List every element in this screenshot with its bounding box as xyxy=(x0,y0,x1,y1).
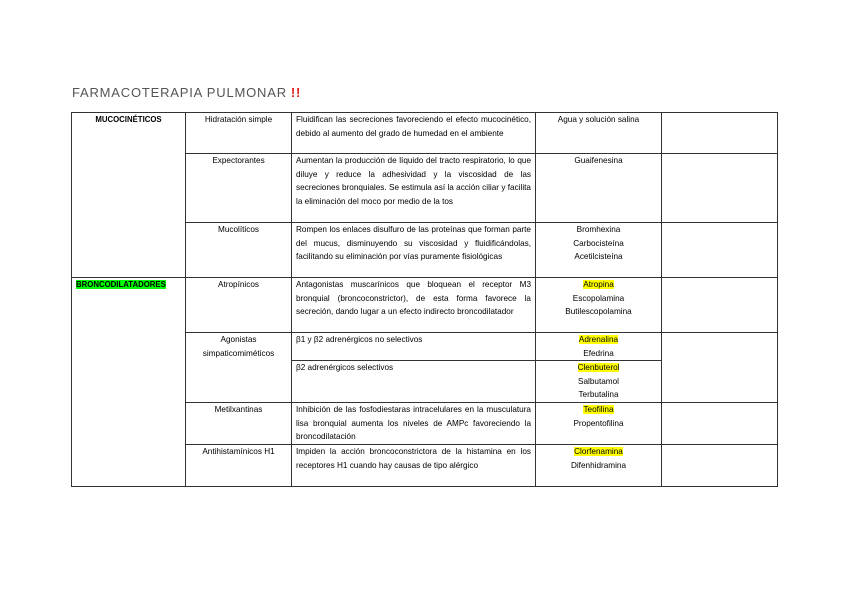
drug-name: Propentofilina xyxy=(573,418,624,428)
empty-cell xyxy=(662,361,778,403)
drug-name-highlighted: Adrenalina xyxy=(578,335,619,344)
description-cell: β1 y β2 adrenérgicos no selectivos xyxy=(292,333,536,361)
drugs-cell xyxy=(536,361,662,403)
table-row xyxy=(72,403,778,445)
drugs-cell xyxy=(536,278,662,333)
table-row xyxy=(72,278,778,333)
empty-cell xyxy=(662,403,778,445)
description-cell: β2 adrenérgicos selectivos xyxy=(292,361,536,403)
description-cell: Aumentan la producción de líquido del tracto respiratorio, lo que diluye y reduce la adhesividad y la viscosidad de las secreciones bronquiales. Se estimula así la acción ciliar y facilita la eliminación del moco por medio de la tos xyxy=(292,154,536,223)
drug-name: Carbocisteína xyxy=(573,238,624,248)
category-broncodilatadores: BRONCODILATADORES xyxy=(76,280,166,289)
drugs-cell xyxy=(536,333,662,361)
table-row xyxy=(72,223,778,278)
empty-cell xyxy=(662,223,778,278)
empty-cell xyxy=(662,278,778,333)
subgroup-cell xyxy=(186,361,292,403)
description-cell: Antagonistas muscarínicos que bloquean el receptor M3 bronquial (broncoconstrictor), de esta forma favorece la secreción, dando lugar a un efecto indirecto broncodilatador xyxy=(292,278,536,333)
category-cell xyxy=(72,403,186,445)
category-mucocineticos: MUCOCINÉTICOS xyxy=(95,115,162,124)
category-cell xyxy=(72,333,186,361)
subgroup-cell: Hidratación simple xyxy=(186,113,292,154)
description-cell: Impiden la acción broncoconstrictora de la histamina en los receptores H1 cuando hay causas de tipo alérgico xyxy=(292,444,536,486)
title-marks: !! xyxy=(290,85,302,100)
subgroup-cell: Expectorantes xyxy=(186,154,292,223)
drug-name: Guaifenesina xyxy=(574,156,623,165)
description-cell: Inhibición de las fosfodiestaras intracelulares en la musculatura lisa bronquial aumenta los niveles de AMPc favoreciendo la broncodilatación xyxy=(292,403,536,445)
page-title xyxy=(72,85,301,100)
category-cell xyxy=(72,361,186,403)
subgroup-cell: Antihistamínicos H1 xyxy=(186,444,292,486)
drug-name: Difenhidramina xyxy=(570,460,627,470)
table-row xyxy=(72,154,778,223)
drugs-cell xyxy=(536,223,662,278)
description-cell: Fluidifican las secreciones favoreciendo el efecto mucocinético, debido al aumento del grado de humedad en el ambiente xyxy=(292,113,536,154)
drug-name-highlighted: Teofilina xyxy=(583,405,614,415)
pharmacotherapy-table xyxy=(71,112,778,487)
category-cell xyxy=(72,278,186,333)
empty-cell xyxy=(662,444,778,486)
table-row xyxy=(72,113,778,154)
drugs-cell xyxy=(536,444,662,486)
drug-name: Efedrina xyxy=(583,348,614,358)
drug-name-highlighted: Clorfenamina xyxy=(574,446,623,456)
subgroup-cell: Atropínicos xyxy=(186,278,292,333)
drug-name: Terbutalina xyxy=(578,390,619,400)
drugs-cell xyxy=(536,154,662,223)
table-row xyxy=(72,444,778,486)
drugs-cell xyxy=(536,113,662,154)
description-cell: Rompen los enlaces disulfuro de las proteínas que forman parte del mucus, disminuyendo su viscosidad y fluidificándolas, facilitando su eliminación por vías puramente fisiológicas xyxy=(292,223,536,278)
table-row xyxy=(72,361,778,403)
drug-name: Bromhexina xyxy=(576,225,621,234)
category-cell xyxy=(72,113,186,154)
empty-cell xyxy=(662,113,778,154)
drug-name: Agua y solución salina xyxy=(557,115,640,124)
drug-name-highlighted: Clenbuterol xyxy=(577,363,620,373)
empty-cell xyxy=(662,154,778,223)
subgroup-cell: Mucolíticos xyxy=(186,223,292,278)
drug-name-highlighted: Atropina xyxy=(583,280,614,289)
category-cell xyxy=(72,444,186,486)
category-cell xyxy=(72,154,186,223)
drug-name: Butilescopolamina xyxy=(565,307,632,317)
category-cell xyxy=(72,223,186,278)
title-text: FARMACOTERAPIA PULMONAR xyxy=(72,85,287,100)
empty-cell xyxy=(662,333,778,361)
drugs-cell xyxy=(536,403,662,445)
subgroup-cell: Agonistas simpaticomiméticos xyxy=(186,333,292,361)
drug-name: Salbutamol xyxy=(578,376,619,386)
table-row xyxy=(72,333,778,361)
drug-name: Escopolamina xyxy=(572,293,625,303)
drug-name: Acetilcisteína xyxy=(574,252,623,262)
subgroup-cell: Metilxantinas xyxy=(186,403,292,445)
